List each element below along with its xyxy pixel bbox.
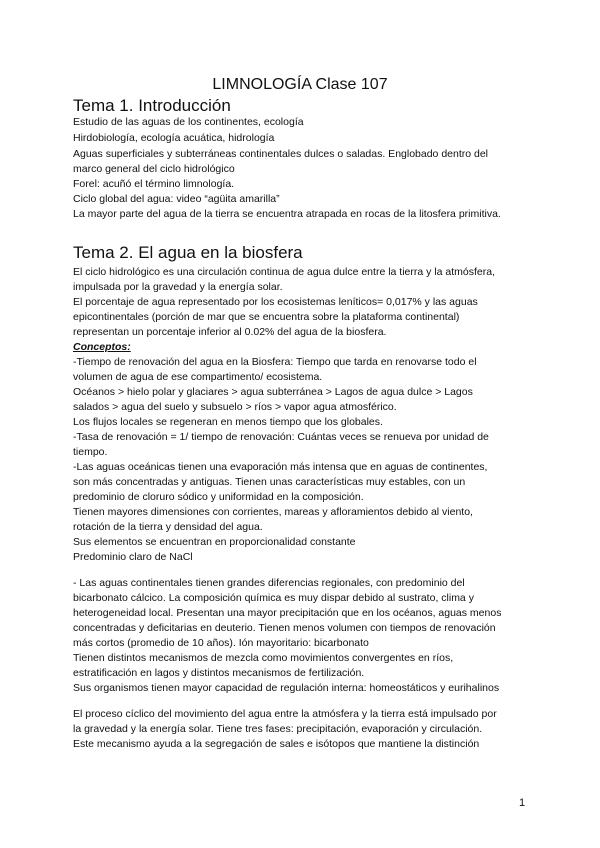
text-line: El porcentaje de agua representado por los ecosistemas leníticos= 0,017% y las aguas [73,296,478,308]
page-number: 1 [519,797,526,809]
text-line: volumen de agua de ese compartimento/ ecosistema. [73,371,323,383]
text-line: La mayor parte del agua de la tierra se encuentra atrapada en rocas de la litosfera primitiva. [73,208,501,220]
text-line: Ciclo global del agua: video “agüita amarilla” [73,193,280,205]
text-line: El ciclo hidrológico es una circulación continua de agua dulce entre la tierra y la atmósfera, [73,266,495,278]
text-line: rotación de la tierra y densidad del agua. [73,521,263,533]
text-line: más cortos (promedio de 10 años). Ión mayoritario: bicarbonato [73,637,369,649]
text-line: Predominio claro de NaCl [73,551,193,563]
text-line: la gravedad y la energía solar. Tiene tres fases: precipitación, evaporación y circulación. [73,723,483,735]
concepts-label: Conceptos: [73,341,131,353]
section-heading-2: Tema 2. El agua en la biosfera [73,243,303,262]
text-line: -Tiempo de renovación del agua en la Biosfera: Tiempo que tarda en renovarse todo el [73,356,477,368]
text-line: Estudio de las aguas de los continentes, ecología [73,116,304,128]
text-line: epicontinentales (porción de mar que se encuentra sobre la plataforma continental) [73,311,460,323]
text-line: Hirdobiología, ecología acuática, hidrología [73,132,275,144]
text-line: Océanos > hielo polar y glaciares > agua subterránea > Lagos de agua dulce > Lagos [73,386,473,398]
text-line: marco general del ciclo hidrológico [73,163,235,175]
text-line: Tienen distintos mecanismos de mezcla como movimientos convergentes en ríos, [73,652,454,664]
text-line: estratificación en lagos y distintos mecanismos de fertilización. [73,667,365,679]
text-line: El proceso cíclico del movimiento del agua entre la atmósfera y la tierra está impulsado por [73,708,497,720]
text-line: representan un porcentaje inferior al 0.02% del agua de la biosfera. [73,326,387,338]
section-heading-1: Tema 1. Introducción [73,96,231,115]
text-line: tiempo. [73,446,108,458]
text-line: Aguas superficiales y subterráneas continentales dulces o saladas. Englobado dentro del [73,148,489,160]
text-line: Sus organismos tienen mayor capacidad de regulación interna: homeostáticos y eurihalinos [73,682,500,694]
text-line: Este mecanismo ayuda a la segregación de sales e isótopos que mantiene la distinción [73,738,480,750]
text-line: predominio de cloruro sódico y uniformidad en la composición. [73,491,364,503]
text-line: Tienen mayores dimensiones con corrientes, mareas y afloramientos debido al viento, [73,506,473,518]
text-line: salados > agua del suelo y subsuelo > ríos > vapor agua atmosférico. [73,401,397,413]
text-line: -Tasa de renovación = 1/ tiempo de renovación: Cuántas veces se renueva por unidad de [73,431,489,443]
text-line: impulsada por la gravedad y la energía solar. [73,281,283,293]
text-line: -Las aguas oceánicas tienen una evaporación más intensa que en aguas de continentes, [73,461,488,473]
text-line: bicarbonato cálcico. La composición química es muy dispar debido al sustrato, clima y [73,592,474,604]
text-line: heterogeneidad local. Presentan una mayor precipitación que en los océanos, aguas menos [73,607,502,619]
text-line: concentradas y deficitarias en deuterio. Tienen menos volumen con tiempos de renovación [73,622,496,634]
text-line: Sus elementos se encuentran en proporcionalidad constante [73,536,356,548]
text-line: - Las aguas continentales tienen grandes diferencias regionales, con predominio del [73,577,465,589]
text-line: son más concentradas y antiguas. Tienen unas características muy estables, con un [73,476,466,488]
document-title: LIMNOLOGÍA Clase 107 [212,76,388,93]
text-line: Los flujos locales se regeneran en menos tiempo que los globales. [73,416,383,428]
text-line: Forel: acuñó el término limnología. [73,178,235,190]
